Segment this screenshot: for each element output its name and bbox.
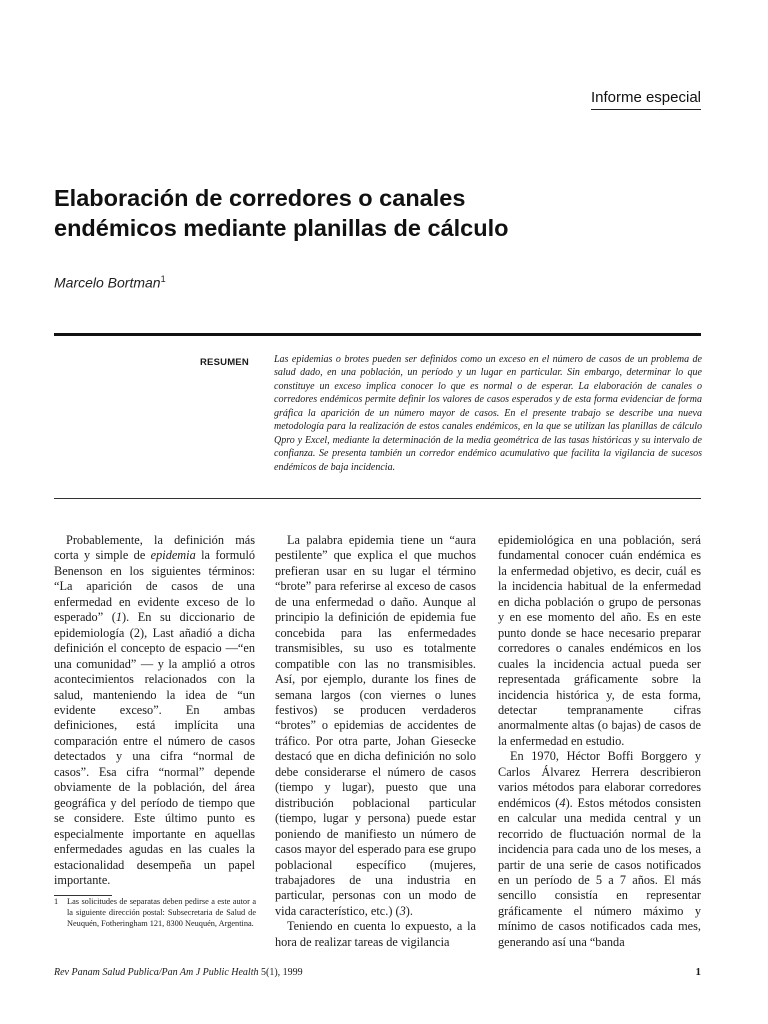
author-name: Marcelo Bortman <box>54 274 161 291</box>
body-column-3 <box>498 533 701 950</box>
journal-volume: 5(1), 1999 <box>261 967 303 978</box>
citation-ref: 3 <box>399 903 406 918</box>
body-column-1 <box>54 533 255 888</box>
footnote <box>54 896 256 929</box>
abstract-label: RESUMEN <box>200 357 249 368</box>
journal-name: Rev Panam Salud Publica/Pan Am J Public Health <box>54 967 259 978</box>
body-paragraph: Probablemente, la definición más corta y simple de epidemia la formuló Benenson en los siguientes términos: “La aparición de casos de una enfermedad en evidente exceso de lo esperado” (1). En su diccionario de epidemiología (2), Last añadió a dicha definición el concepto de espacio —“en una comunidad” — y la amplió a otros acontecimientos relacionados con la salud, manteniendo la idea de “un evidente exceso”. En ambas definiciones, está implícita una comparación entre el número de casos detectados y una cifra “normal de casos”. Esa cifra “normal” depende obviamente de la población, del área geográfica y del período de tiempo que se considere. Este último punto es especialmente importante en aquellas enfermedades agudas en las cuales la estacionalidad desempeña un papel importante. <box>54 533 256 887</box>
title-line-2: endémicos mediante planillas de cálculo <box>54 215 509 241</box>
citation-ref: 1 <box>115 610 122 625</box>
header-rule <box>54 333 701 336</box>
body-paragraph: La palabra epidemia tiene un “aura pestilente” que explica el que muchos prefieran usar en su lugar el término “brote” para referirse al exceso de casos de una enfermedad o daño. Aunque al principio la definición de epidemia fue concebida para las enfermedades transmisibles, su uso es totalmente compatible con las no transmisibles. Así, por ejemplo, durante los fines de semana largos (con viernes o lunes festivos) se producen verdaderos “brotes” o epidemias de accidentes de tráfico. Por otra parte, Johan Giesecke destacó que en dicha definición no solo debe considerarse el número de casos (tiempo y lugar), puesto que una distribución poblacional particular (tiempo, lugar y persona) puede estar poniendo de manifiesto un número de casos mayor del esperado para ese grupo poblacional específico (mujeres, trabajadores de una industria en particular, personas con un modo de vida característico, etc.) (3). <box>275 533 476 918</box>
body-paragraph: En 1970, Héctor Boffi Borggero y Carlos Álvarez Herrera describieron varios métodos para elaborar corredores endémicos (4). Estos métodos consisten en calcular una medida central y un recorrido de fluctuación normal de la incidencia para cada uno de los meses, a partir de una serie de casos notificados en un período de 5 a 7 años. El más sencillo consistía en representar gráficamente el número máximo y mínimo de casos notificados cada mes, generando así una “banda <box>498 749 701 949</box>
body-paragraph: Teniendo en cuenta lo expuesto, a la hora de realizar tareas de vigilancia <box>275 919 476 949</box>
abstract-text: Las epidemias o brotes pueden ser definidos como un exceso en el número de casos de un problema de salud dado, en una población, un período y un lugar en particular. Sin embargo, determinar lo que constituye un exceso implica conocer lo que es normal o de esperar. La elaboración de canales o corredores endémicos permite definir los valores de casos esperados y de esta forma evidenciar de forma gráfica la aparición de un número mayor de casos. En el presente trabajo se describe una nueva metodología para la realización de estos canales endémicos, en la que se utilizan las planillas de cálculo Qpro y Excel, mediante la determinación de la media geométrica de las tasas históricas y su intervalo de confianza. Se presenta también un corredor endémico acumulativo que facilita la vigilancia de sucesos endémicos de baja incidencia. <box>274 354 702 473</box>
author-footnote-marker: 1 <box>160 274 166 284</box>
citation-ref: 4 <box>559 795 566 810</box>
author-byline <box>54 274 166 291</box>
body-column-2 <box>275 533 476 950</box>
emphasis-epidemia: epidemia <box>150 548 196 563</box>
body-paragraph: epidemiológica en una población, será fundamental conocer cuán endémica es la enfermedad objetivo, es decir, cuál es la incidencia habitual de la enfermedad en dicha población o grupo de personas y en ese momento del año. Es en este punto donde se hace necesario preparar corredores o canales endémicos en los cuales la incidencia actual pueda ser representada gráficamente sobre la incidencia histórica y, de esta forma, detectar tempranamente cifras anormalmente altas (o bajas) de casos de la enfermedad en estudio. <box>498 533 701 748</box>
journal-citation <box>54 967 303 978</box>
footnote-number: 1 <box>54 897 59 906</box>
page-number: 1 <box>695 966 701 978</box>
abstract-rule <box>54 498 701 499</box>
section-label: Informe especial <box>591 89 701 110</box>
title-line-1: Elaboración de corredores o canales <box>54 185 466 211</box>
footnote-text: Las solicitudes de separatas deben pedirse a este autor a la siguiente dirección postal: Subsecretaria de Salud de Neuquén, Fotheringham 121, 8300 Neuquén, Argentina. <box>67 897 256 929</box>
article-title <box>54 183 704 243</box>
